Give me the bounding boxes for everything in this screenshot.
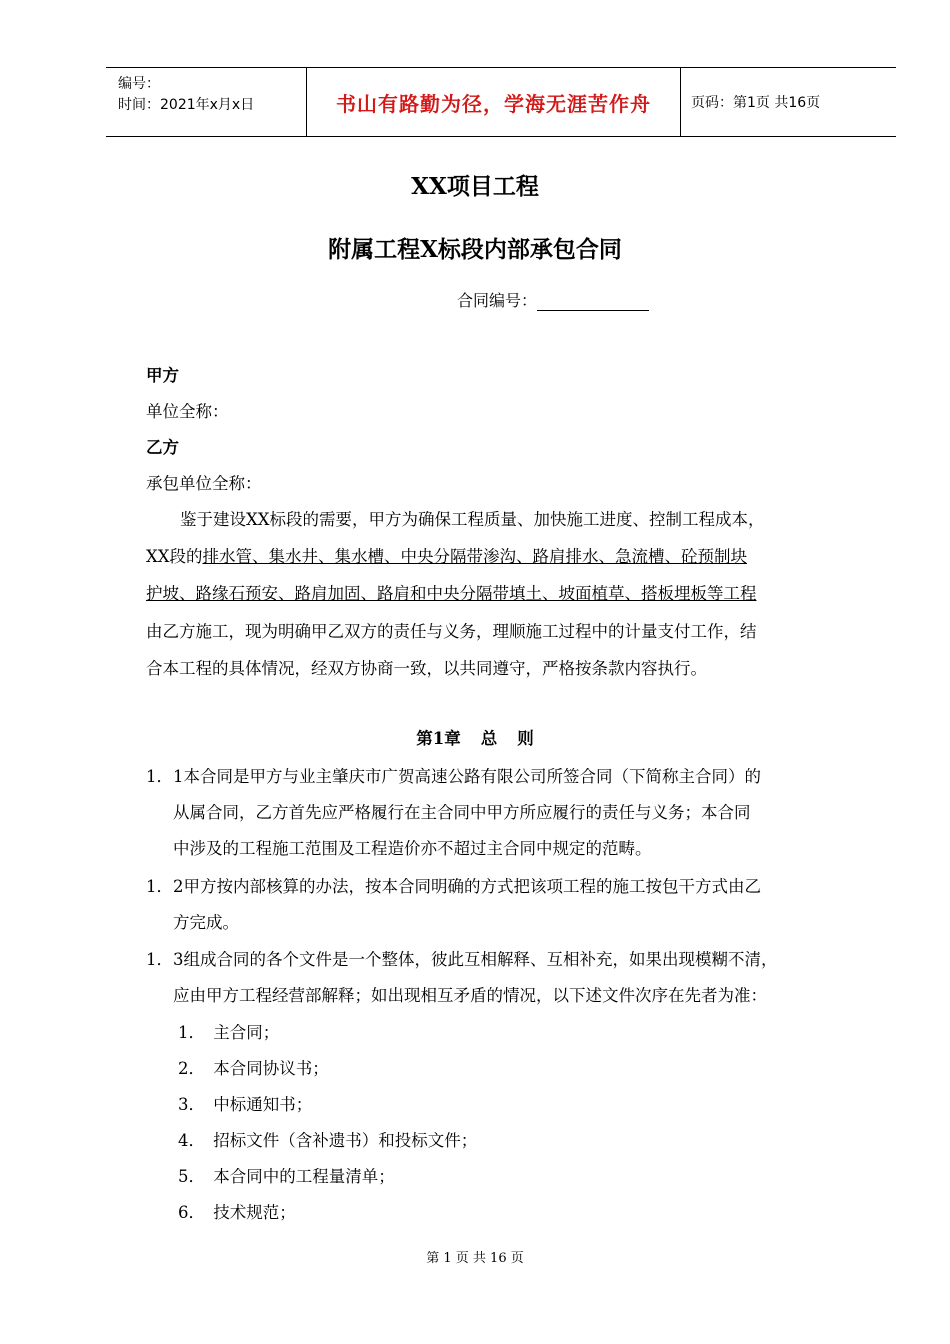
clause-1-1-line3: 中涉及的工程施工范围及工程造价亦不超过主合同中规定的范畴。 <box>173 839 652 858</box>
intro-line2-prefix: XX段的 <box>146 547 203 566</box>
doc-title-line1: XX项目工程 <box>411 173 539 200</box>
contract-number-blank <box>537 292 649 311</box>
intro-line2 <box>146 543 747 567</box>
list-item: 6． 技术规范； <box>178 1203 296 1222</box>
list-item: 5． 本合同中的工程量清单； <box>178 1167 395 1186</box>
intro-line4: 由乙方施工，现为明确甲乙双方的责任与义务，理顺施工过程中的计量支付工作，结 <box>146 622 757 641</box>
list-item: 3． 中标通知书； <box>178 1095 313 1114</box>
clause-1-1-line2: 从属合同，乙方首先应严格履行在主合同中甲方所应履行的责任与义务；本合同 <box>173 803 751 822</box>
party-b-heading: 乙方 <box>146 438 179 457</box>
page-footer: 第 1 页 共 16 页 <box>426 1251 524 1266</box>
party-a-heading: 甲方 <box>146 366 179 385</box>
clause-1-1-line1: 1．1本合同是甲方与业主肇庆市广贺高速公路有限公司所签合同（下简称主合同）的 <box>146 767 761 786</box>
list-item: 1． 主合同； <box>178 1023 280 1042</box>
intro-line3: 护坡、路缘石预安、路肩加固、路肩和中央分隔带填土、坡面植草、搭板埋板等工程 <box>146 584 757 603</box>
list-item: 4． 招标文件（含补遗书）和投标文件； <box>178 1131 478 1150</box>
doc-title-line2: 附属工程X标段内部承包合同 <box>328 236 622 263</box>
contract-number-label: 合同编号： <box>457 291 538 310</box>
chapter-number: 第1章 <box>416 729 461 748</box>
clause-1-2-line2: 方完成。 <box>173 913 239 932</box>
party-a-field: 单位全称： <box>146 402 229 421</box>
header-meta-cell <box>106 68 307 136</box>
contract-number <box>457 288 649 311</box>
clause-1-3-line1: 1．3组成合同的各个文件是一个整体，彼此互相解释、互相补充，如果出现模糊不清， <box>146 950 778 969</box>
clause-1-3-line2: 应由甲方工程经营部解释；如出现相互矛盾的情况，以下述文件次序在先者为准： <box>173 986 767 1005</box>
header-time-label: 时间：2021年x月x日 <box>118 97 255 113</box>
intro-line2-scope: 排水管、集水井、集水槽、中央分隔带渗沟、路肩排水、急流槽、砼预制块 <box>202 547 747 566</box>
header-page-cell <box>681 68 896 136</box>
intro-line1: 鉴于建设XX标段的需要，甲方为确保工程质量、加快施工进度、控制工程成本， <box>180 510 765 529</box>
header-page-label: 页码：第1页 共16页 <box>691 95 821 111</box>
clause-1-2-line1: 1．2甲方按内部核算的办法，按本合同明确的方式把该项工程的施工按包干方式由乙 <box>146 877 761 896</box>
page-header <box>106 67 896 137</box>
header-motto-cell <box>307 68 681 136</box>
list-item: 2． 本合同协议书； <box>178 1059 329 1078</box>
header-number-label: 编号： <box>118 76 160 92</box>
header-motto: 书山有路勤为径，学海无涯苦作舟 <box>336 91 651 116</box>
chapter-word1: 总 <box>480 729 498 748</box>
intro-line5: 合本工程的具体情况，经双方协商一致，以共同遵守，严格按条款内容执行。 <box>146 659 707 678</box>
chapter-word2: 则 <box>517 729 534 748</box>
party-b-field: 承包单位全称： <box>146 474 262 493</box>
chapter-heading <box>0 725 950 749</box>
